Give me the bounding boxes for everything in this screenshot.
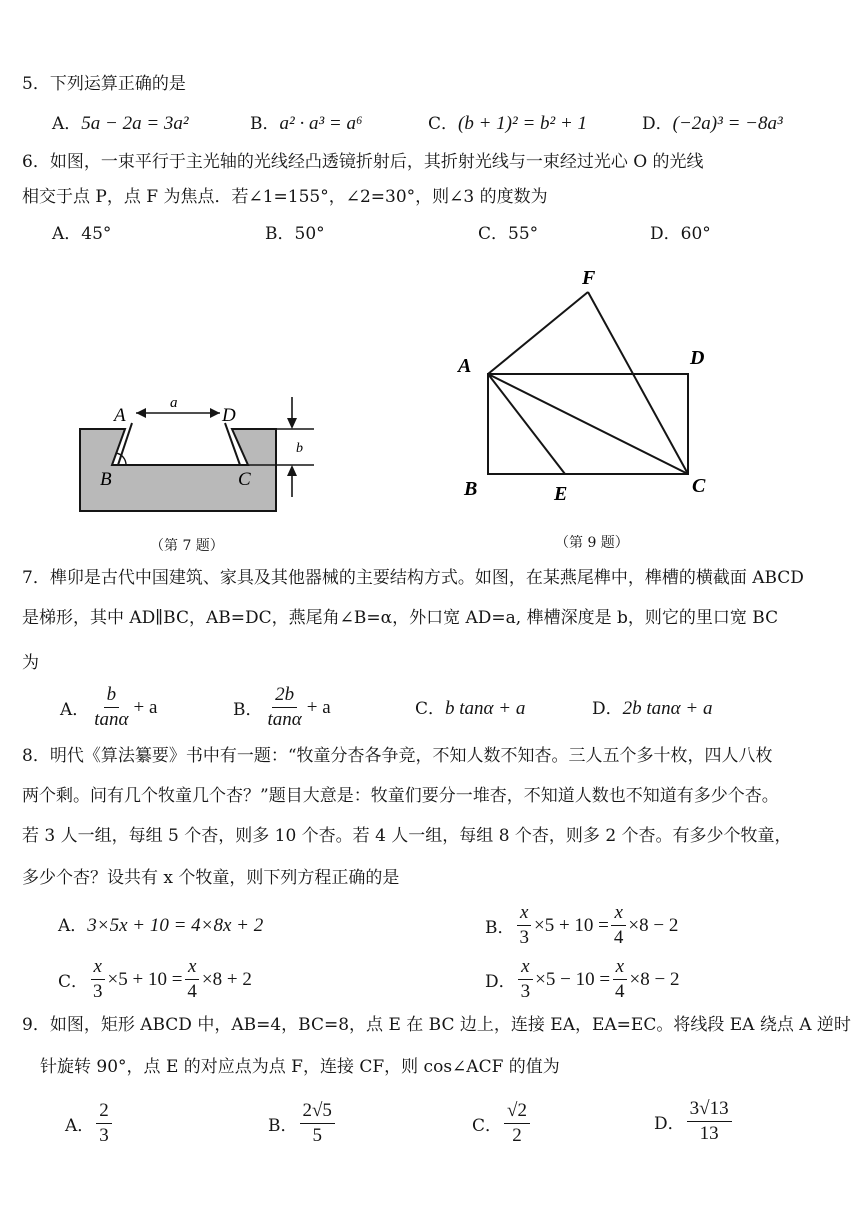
fig9-label-c: C [692, 475, 706, 497]
fig7-arrowhead-up [287, 465, 297, 476]
q7-line-1: 7．榫卯是古代中国建筑、家具及其他器械的主要结构方式。如图，在某燕尾榫中，榫槽的横截面 ABCD [22, 568, 804, 588]
q7-option-a: A． b tanα + a [60, 684, 158, 730]
q8-option-b: B． $\frac{x}{3}$ ×5 + 10 = $\frac{x}{4}$ ×8 − 2 [485, 902, 679, 948]
q6-line-2: 相交于点 P，点 F 为焦点．若∠1=155°，∠2=30°，则∠3 的度数为 [22, 187, 548, 207]
q5-stem: 5．下列运算正确的是 [22, 74, 186, 94]
fig9-segment-ad-diag [488, 374, 688, 474]
q9-option-c: C． √2 2 [472, 1100, 532, 1147]
fig9-label-e: E [554, 483, 568, 505]
fig7-label-depth: b [296, 441, 303, 456]
figure-7-dovetail [70, 385, 330, 520]
fig7-label-width: a [170, 395, 178, 411]
q7-line-2: 是梯形，其中 AD∥BC，AB=DC，燕尾角∠B=α，外口宽 AD=a, 榫槽深度是 b，则它的里口宽 BC [22, 608, 779, 628]
fig7-arrowhead-left [136, 408, 146, 418]
q6-line-1: 6．如图，一束平行于主光轴的光线经凸透镜折射后，其折射光线与一束经过光心 O 的光线 [22, 152, 704, 172]
fig9-segment-ae [488, 374, 565, 474]
q7-option-d: D．2b tanα + a [592, 698, 713, 719]
fig9-label-a: A [458, 355, 472, 377]
q5-option-d: D．(−2a)³ = −8a³ [642, 113, 783, 134]
q8-line-2: 两个剩。问有几个牧童几个杏？”题目大意是：牧童们要分一堆杏，不知道人数也不知道有多少个杏。 [22, 786, 779, 806]
q9-option-a: A． 2 3 [65, 1100, 114, 1147]
q6-option-b: B．50° [265, 224, 325, 244]
fig7-arrowhead-down [287, 418, 297, 429]
q7-line-3: 为 [22, 653, 39, 673]
q7-option-c: C．b tanα + a [415, 698, 526, 719]
fig9-label-d: D [690, 347, 705, 369]
fig9-label-f: F [582, 267, 596, 289]
fig9-segment-fc [588, 292, 688, 474]
q9-option-d: D． 3√13 13 [654, 1098, 734, 1145]
q9-line-2: 针旋转 90°，点 E 的对应点为点 F，连接 CF，则 cos∠ACF 的值为 [40, 1057, 560, 1077]
q7-option-b: B． 2b tanα + a [233, 684, 331, 730]
q9-option-b: B． 2√5 5 [268, 1100, 337, 1147]
q6-option-a: A．45° [52, 224, 112, 244]
q5-option-c: C．(b + 1)² = b² + 1 [428, 113, 588, 134]
q8-line-4: 多少个杏？设共有 x 个牧童，则下列方程正确的是 [22, 868, 400, 888]
q8-line-3: 若 3 人一组，每组 5 个杏，则多 10 个杏。若 4 人一组，每组 8 个杏，则多 2 个杏。有多少个牧童， [22, 826, 792, 846]
figure-9-rectangle [450, 262, 740, 512]
q8-option-c: C． $\frac{x}{3}$ ×5 + 10 = $\frac{x}{4}$ ×8 + 2 [58, 956, 252, 1002]
q5-option-b: B．a² · a³ = a⁶ [250, 113, 363, 134]
fig9-caption: （第 9 题） [555, 535, 629, 551]
fig7-label-b-point: B [100, 469, 112, 490]
fig7-label-a-point: A [114, 405, 126, 426]
q5-option-a: A．5a − 2a = 3a² [52, 113, 189, 134]
fig7-label-d-point: D [222, 405, 236, 426]
fig9-segment-af [488, 292, 588, 374]
q6-option-d: D．60° [650, 224, 711, 244]
fig9-label-b: B [464, 478, 478, 500]
fig7-label-c-point: C [238, 469, 251, 490]
fig7-arrowhead-right [210, 408, 220, 418]
q9-line-1: 9．如图，矩形 ABCD 中，AB=4，BC=8，点 E 在 BC 边上，连接 EA，EA=EC。将线段 EA 绕点 A 逆时 [22, 1015, 851, 1035]
fig7-caption: （第 7 题） [150, 538, 224, 554]
q8-option-a: A．3×5x + 10 = 4×8x + 2 [58, 915, 264, 936]
q8-line-1: 8．明代《算法纂要》书中有一题：“牧童分杏各争竞，不知人数不知杏。三人五个多十枚，四人八枚 [22, 746, 773, 766]
q6-option-c: C．55° [478, 224, 539, 244]
q8-option-d: D． $\frac{x}{3}$ ×5 − 10 = $\frac{x}{4}$ ×8 − 2 [485, 956, 680, 1002]
